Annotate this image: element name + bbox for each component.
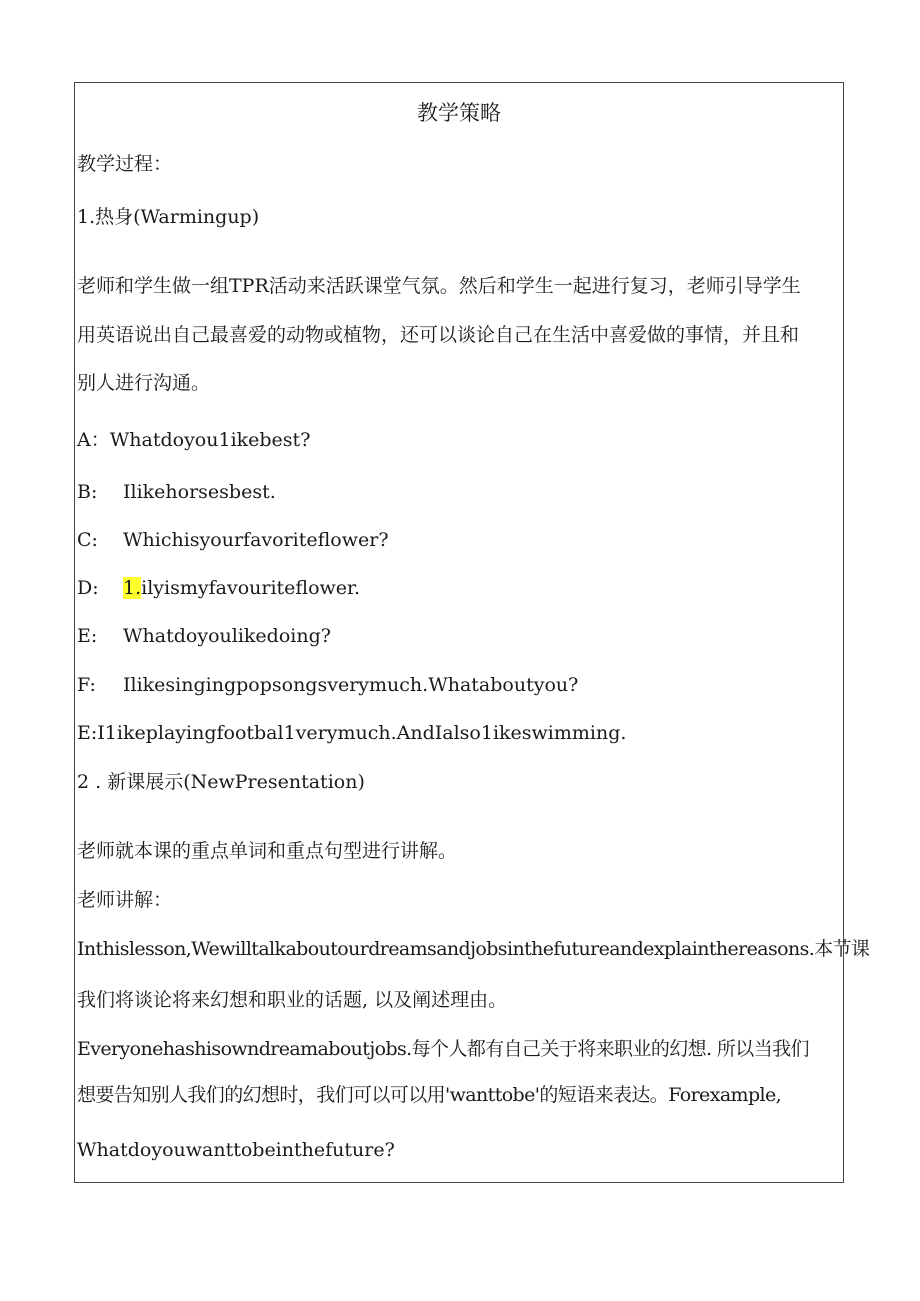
strategy-table bbox=[74, 82, 870, 1183]
section2-intro: 老师就本课的重点单词和重点句型进行讲解。 bbox=[77, 840, 458, 862]
dialogue-line-b bbox=[77, 480, 276, 504]
dialogue-line-e bbox=[77, 624, 331, 648]
dialogue-speaker: A： bbox=[77, 429, 110, 451]
dialogue-text: Whichisyourfavoriteflower? bbox=[123, 529, 389, 551]
section2-title: 2 . 新课展示(NewPresentation) bbox=[77, 771, 365, 793]
dialogue-line-c bbox=[77, 528, 389, 552]
dialogue-speaker: D: bbox=[77, 577, 99, 599]
dialogue-text: Ilikehorsesbest. bbox=[123, 481, 276, 503]
dialogue-text: Whatdoyou1ikebest? bbox=[109, 429, 311, 451]
explain-line: 想要告知别人我们的幻想时，我们可以可以用'wanttobe'的短语来表达。Forexample, bbox=[77, 1084, 782, 1106]
dialogue-speaker: C: bbox=[77, 529, 98, 551]
process-label: 教学过程： bbox=[77, 153, 173, 175]
warmup-para-line: 用英语说出自己最喜爱的动物或植物，还可以谈论自己在生活中喜爱做的事情，并且和 bbox=[77, 324, 800, 346]
explain-line: 我们将谈论将来幻想和职业的话题, 以及阐述理由。 bbox=[77, 989, 508, 1011]
dialogue-speaker: B: bbox=[77, 481, 98, 503]
dialogue-line-f bbox=[77, 673, 578, 697]
dialogue-line-e2: E:I1ikeplayingfootbal1verymuch.AndIalso1ikeswimming. bbox=[77, 722, 627, 744]
dialogue-line-a bbox=[77, 428, 310, 452]
dialogue-text: Whatdoyoulikedoing? bbox=[123, 625, 331, 647]
table-heading: 教学策略 bbox=[417, 101, 501, 125]
dialogue-speaker: E: bbox=[77, 625, 98, 647]
explain-line: Everyonehashisowndreamaboutjobs.每个人都有自己关于将来职业的幻想. 所以当我们 bbox=[77, 1038, 809, 1060]
warmup-para-line: 老师和学生做一组TPR活动来活跃课堂气氛。然后和学生一起进行复习，老师引导学生 bbox=[77, 275, 801, 297]
explain-label: 老师讲解： bbox=[77, 889, 173, 911]
dialogue-text: Ilikesingingpopsongsverymuch.Whataboutyou? bbox=[123, 674, 579, 696]
section1-title: 1.热身(Warmingup) bbox=[77, 206, 260, 228]
dialogue-text: ilyismyfavouriteflower. bbox=[141, 577, 361, 599]
dialogue-line-d bbox=[77, 576, 360, 600]
explain-line: Whatdoyouwanttobeinthefuture? bbox=[77, 1139, 395, 1161]
explain-line: Inthislesson,Wewilltalkaboutourdreamsandjobsinthefutureandexplainthereasons.本节课 bbox=[77, 938, 870, 960]
dialogue-speaker: F: bbox=[77, 674, 96, 696]
warmup-para-line: 别人进行沟通。 bbox=[77, 372, 211, 394]
highlighted-text: 1. bbox=[123, 577, 142, 599]
